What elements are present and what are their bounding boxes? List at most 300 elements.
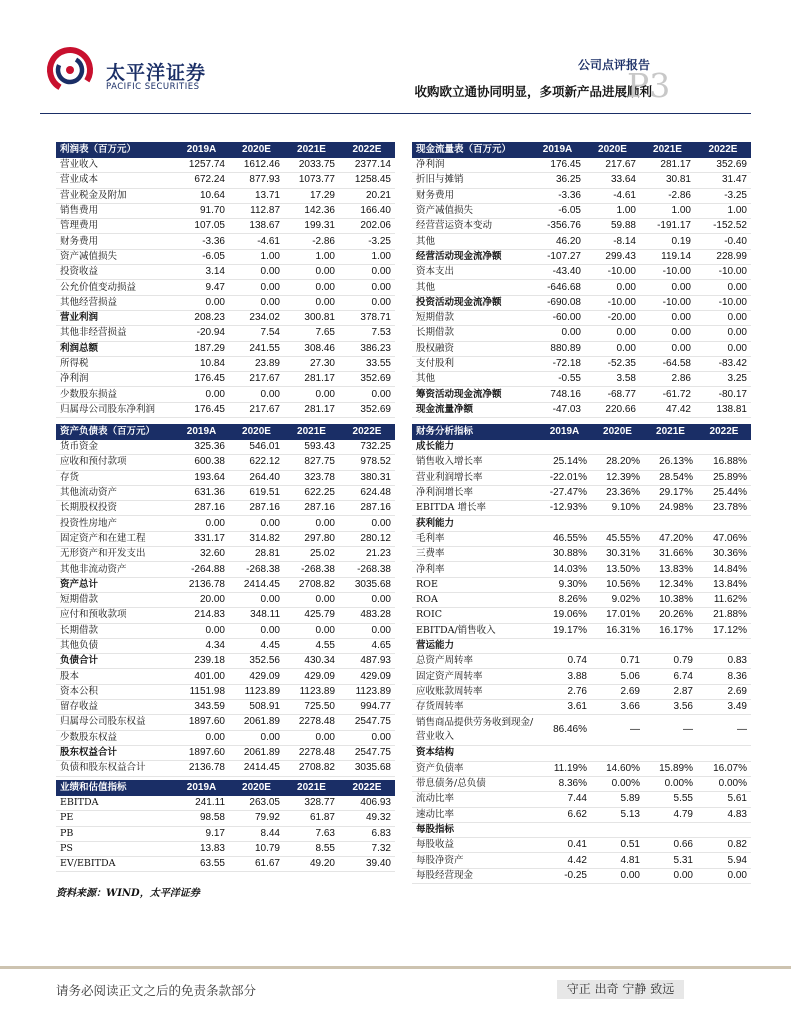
table-row bbox=[56, 265, 395, 280]
cell-value bbox=[697, 516, 751, 531]
cell-value: 20.26% bbox=[644, 608, 697, 623]
cell-value: 3.88 bbox=[538, 669, 591, 684]
cell-value: 401.00 bbox=[174, 669, 229, 684]
row-label: 每股经营现金 bbox=[412, 868, 538, 883]
cell-value: 2061.89 bbox=[229, 715, 284, 730]
cell-value: 10.64 bbox=[174, 188, 229, 203]
cell-value: 4.81 bbox=[591, 853, 644, 868]
cell-value: 14.03% bbox=[538, 562, 591, 577]
cell-value: -268.38 bbox=[284, 562, 339, 577]
cell-value: 2022E bbox=[697, 424, 751, 440]
cell-value: -646.68 bbox=[530, 280, 585, 295]
cell-value: 2019A bbox=[174, 142, 229, 158]
cell-value: 11.19% bbox=[538, 761, 591, 776]
cell-value: 3035.68 bbox=[339, 761, 395, 776]
row-label: 毛利率 bbox=[412, 531, 538, 546]
table-row bbox=[56, 700, 395, 715]
row-label: ROE bbox=[412, 577, 538, 592]
row-label: 财务费用 bbox=[56, 234, 174, 249]
cell-value: 280.12 bbox=[339, 531, 395, 546]
cell-value: 15.89% bbox=[644, 761, 697, 776]
table-row bbox=[56, 234, 395, 249]
table-row bbox=[412, 608, 751, 623]
table-row bbox=[412, 341, 751, 356]
row-label: 管理费用 bbox=[56, 219, 174, 234]
cell-value: 0.00 bbox=[585, 341, 640, 356]
cell-value: 30.88% bbox=[538, 547, 591, 562]
cell-value: 21.23 bbox=[339, 547, 395, 562]
cell-value: 2136.78 bbox=[174, 577, 229, 592]
row-label: 投资收益 bbox=[56, 265, 174, 280]
row-label: 每股净资产 bbox=[412, 853, 538, 868]
cell-value: 20.21 bbox=[339, 188, 395, 203]
table-row bbox=[56, 715, 395, 730]
table-row bbox=[412, 623, 751, 638]
cell-value: 31.66% bbox=[644, 547, 697, 562]
cell-value: 978.52 bbox=[339, 455, 395, 470]
cell-value: 9.30% bbox=[538, 577, 591, 592]
table-row bbox=[56, 173, 395, 188]
cell-value: -43.40 bbox=[530, 265, 585, 280]
cell-value: 138.81 bbox=[695, 402, 751, 417]
cell-value: 2021E bbox=[284, 780, 339, 796]
cell-value: 23.78% bbox=[697, 501, 751, 516]
cell-value: 0.00 bbox=[339, 265, 395, 280]
cell-value: 0.00 bbox=[284, 280, 339, 295]
cell-value: 0.41 bbox=[538, 838, 591, 853]
row-label: 筹资活动现金流净额 bbox=[412, 387, 530, 402]
cell-value: 9.10% bbox=[591, 501, 644, 516]
row-label: PE bbox=[56, 811, 174, 826]
cell-value: 622.12 bbox=[229, 455, 284, 470]
cell-value: — bbox=[697, 715, 751, 746]
cell-value: 13.84% bbox=[697, 577, 751, 592]
row-label: 利润总额 bbox=[56, 341, 174, 356]
row-label: 投资性房地产 bbox=[56, 516, 174, 531]
cell-value: 300.81 bbox=[284, 310, 339, 325]
row-label: 其他负债 bbox=[56, 638, 174, 653]
row-label: 财务费用 bbox=[412, 188, 530, 203]
row-label: 长期借款 bbox=[56, 623, 174, 638]
cell-value: 2020E bbox=[229, 780, 284, 796]
cell-value: -47.03 bbox=[530, 402, 585, 417]
row-label: 股本 bbox=[56, 669, 174, 684]
cell-value: 1.00 bbox=[585, 203, 640, 218]
table-row bbox=[412, 761, 751, 776]
table-row bbox=[412, 295, 751, 310]
table-row bbox=[412, 356, 751, 371]
cell-value: 13.83 bbox=[174, 841, 229, 856]
cell-value: 0.00 bbox=[284, 730, 339, 745]
cell-value: 86.46% bbox=[538, 715, 591, 746]
cell-value: -690.08 bbox=[530, 295, 585, 310]
table-row bbox=[412, 455, 751, 470]
row-label: 经营活动现金流净额 bbox=[412, 249, 530, 264]
row-label: 业绩和估值指标 bbox=[56, 780, 174, 796]
table-row bbox=[412, 440, 751, 455]
cell-value: 23.89 bbox=[229, 356, 284, 371]
cell-value: 46.55% bbox=[538, 531, 591, 546]
cell-value: 0.51 bbox=[591, 838, 644, 853]
cell-value bbox=[644, 638, 697, 653]
table-row bbox=[412, 577, 751, 592]
table-row bbox=[56, 326, 395, 341]
row-label: 存货周转率 bbox=[412, 700, 538, 715]
cell-value: 49.20 bbox=[284, 857, 339, 872]
cell-value: -20.00 bbox=[585, 310, 640, 325]
cell-value: 328.77 bbox=[284, 796, 339, 811]
table-row bbox=[56, 608, 395, 623]
table-header-row bbox=[56, 142, 395, 158]
table-row bbox=[412, 249, 751, 264]
cell-value: 0.00 bbox=[695, 341, 751, 356]
cell-value: 8.36% bbox=[538, 776, 591, 791]
cell-value: -61.72 bbox=[640, 387, 695, 402]
cell-value: 1073.77 bbox=[284, 173, 339, 188]
cell-value: 0.79 bbox=[644, 654, 697, 669]
cell-value: 2377.14 bbox=[339, 158, 395, 173]
cell-value: 7.32 bbox=[339, 841, 395, 856]
table-row bbox=[412, 280, 751, 295]
cell-value: 2021E bbox=[284, 424, 339, 440]
row-label: 经营营运资本变动 bbox=[412, 219, 530, 234]
row-label: 无形资产和开发支出 bbox=[56, 547, 174, 562]
cell-value: 2019A bbox=[174, 780, 229, 796]
table-row bbox=[56, 280, 395, 295]
row-label: 公允价值变动损益 bbox=[56, 280, 174, 295]
row-label: 资本结构 bbox=[412, 746, 538, 761]
cell-value: -8.14 bbox=[585, 234, 640, 249]
cell-value: 352.56 bbox=[229, 654, 284, 669]
cell-value: 98.58 bbox=[174, 811, 229, 826]
cell-value: 672.24 bbox=[174, 173, 229, 188]
table-row bbox=[56, 341, 395, 356]
cell-value: 119.14 bbox=[640, 249, 695, 264]
table-row bbox=[412, 531, 751, 546]
cell-value: 0.00 bbox=[640, 310, 695, 325]
table-row bbox=[56, 531, 395, 546]
row-label: 支付股利 bbox=[412, 356, 530, 371]
row-label: PS bbox=[56, 841, 174, 856]
cell-value: 10.38% bbox=[644, 592, 697, 607]
table-row bbox=[412, 868, 751, 883]
cell-value: 323.78 bbox=[284, 470, 339, 485]
row-label: 归属母公司股东权益 bbox=[56, 715, 174, 730]
cell-value: 325.36 bbox=[174, 440, 229, 455]
cell-value: 39.40 bbox=[339, 857, 395, 872]
row-label: 资本支出 bbox=[412, 265, 530, 280]
row-label: 速动比率 bbox=[412, 807, 538, 822]
table-row bbox=[56, 592, 395, 607]
cell-value: -0.40 bbox=[695, 234, 751, 249]
cell-value: 4.65 bbox=[339, 638, 395, 653]
table-row bbox=[412, 807, 751, 822]
cell-value: 2022E bbox=[695, 142, 751, 158]
cell-value: 176.45 bbox=[174, 402, 229, 417]
cell-value: 4.55 bbox=[284, 638, 339, 653]
row-label: 现金流量表（百万元） bbox=[412, 142, 530, 158]
table-row bbox=[412, 158, 751, 173]
header-divider bbox=[40, 113, 751, 114]
cell-value: 0.00 bbox=[284, 592, 339, 607]
cell-value: 7.65 bbox=[284, 326, 339, 341]
cell-value: 14.84% bbox=[697, 562, 751, 577]
cell-value: 217.67 bbox=[229, 372, 284, 387]
footer-band bbox=[0, 966, 791, 969]
table-row bbox=[412, 776, 751, 791]
cell-value: -68.77 bbox=[585, 387, 640, 402]
cell-value bbox=[644, 440, 697, 455]
cell-value: 30.31% bbox=[591, 547, 644, 562]
cell-value bbox=[697, 440, 751, 455]
row-label: 短期借款 bbox=[56, 592, 174, 607]
financial-ratios-table bbox=[412, 424, 751, 884]
cell-value: 0.00 bbox=[284, 265, 339, 280]
cell-value: 3035.68 bbox=[339, 577, 395, 592]
table-row bbox=[412, 715, 751, 746]
company-motto: 守正 出奇 宁静 致远 bbox=[557, 980, 684, 999]
cell-value bbox=[591, 440, 644, 455]
cell-value: -264.88 bbox=[174, 562, 229, 577]
cell-value: 1123.89 bbox=[339, 684, 395, 699]
table-row bbox=[412, 746, 751, 761]
table-row bbox=[56, 669, 395, 684]
income-statement-table bbox=[56, 142, 395, 418]
cell-value: 0.19 bbox=[640, 234, 695, 249]
cell-value: -3.25 bbox=[339, 234, 395, 249]
cell-value: 2021E bbox=[284, 142, 339, 158]
cell-value: 0.00% bbox=[644, 776, 697, 791]
cell-value: 33.55 bbox=[339, 356, 395, 371]
cell-value: -0.55 bbox=[530, 372, 585, 387]
table-row bbox=[56, 516, 395, 531]
table-row bbox=[412, 638, 751, 653]
row-label: 货币资金 bbox=[56, 440, 174, 455]
cell-value: 0.00 bbox=[229, 295, 284, 310]
cell-value: 12.39% bbox=[591, 470, 644, 485]
row-label: 其他非流动资产 bbox=[56, 562, 174, 577]
cell-value: 61.67 bbox=[229, 857, 284, 872]
cell-value: 0.00 bbox=[339, 280, 395, 295]
cell-value: 13.71 bbox=[229, 188, 284, 203]
cell-value: 26.13% bbox=[644, 455, 697, 470]
cell-value: 25.44% bbox=[697, 485, 751, 500]
cell-value: -3.25 bbox=[695, 188, 751, 203]
table-row bbox=[56, 623, 395, 638]
cell-value: 348.11 bbox=[229, 608, 284, 623]
table-row bbox=[412, 700, 751, 715]
cell-value: 228.99 bbox=[695, 249, 751, 264]
cell-value: 4.45 bbox=[229, 638, 284, 653]
row-label: 资本公积 bbox=[56, 684, 174, 699]
cell-value: 2021E bbox=[644, 424, 697, 440]
cell-value: 0.82 bbox=[697, 838, 751, 853]
cell-value: 487.93 bbox=[339, 654, 395, 669]
row-label: 应收和预付款项 bbox=[56, 455, 174, 470]
table-row bbox=[56, 485, 395, 500]
cell-value: 352.69 bbox=[695, 158, 751, 173]
cell-value: 0.00 bbox=[174, 730, 229, 745]
cell-value: 508.91 bbox=[229, 700, 284, 715]
table-row bbox=[56, 841, 395, 856]
cell-value: 193.64 bbox=[174, 470, 229, 485]
cell-value: 0.00% bbox=[697, 776, 751, 791]
table-row bbox=[56, 249, 395, 264]
cell-value: 187.29 bbox=[174, 341, 229, 356]
cell-value: 33.64 bbox=[585, 173, 640, 188]
table-row bbox=[56, 745, 395, 760]
row-label: 其他 bbox=[412, 372, 530, 387]
cell-value: -152.52 bbox=[695, 219, 751, 234]
cell-value: 425.79 bbox=[284, 608, 339, 623]
cell-value bbox=[697, 746, 751, 761]
cell-value: — bbox=[591, 715, 644, 746]
cell-value: 217.67 bbox=[585, 158, 640, 173]
cell-value: -268.38 bbox=[229, 562, 284, 577]
row-label: 获利能力 bbox=[412, 516, 538, 531]
cell-value: 0.00 bbox=[229, 592, 284, 607]
cell-value: 0.00 bbox=[229, 280, 284, 295]
cell-value: 0.00 bbox=[591, 868, 644, 883]
cell-value: -60.00 bbox=[530, 310, 585, 325]
table-header-row bbox=[56, 780, 395, 796]
row-label: ROIC bbox=[412, 608, 538, 623]
cell-value: 0.00 bbox=[174, 516, 229, 531]
table-row bbox=[56, 811, 395, 826]
row-label: 资产负债表（百万元） bbox=[56, 424, 174, 440]
cell-value: 5.94 bbox=[697, 853, 751, 868]
cell-value: 2136.78 bbox=[174, 761, 229, 776]
table-row bbox=[412, 485, 751, 500]
table-row bbox=[412, 562, 751, 577]
cell-value: 30.81 bbox=[640, 173, 695, 188]
row-label: 投资活动现金流净额 bbox=[412, 295, 530, 310]
cell-value: 3.56 bbox=[644, 700, 697, 715]
row-label: 其他非经营损益 bbox=[56, 326, 174, 341]
cell-value: 8.36 bbox=[697, 669, 751, 684]
cell-value bbox=[538, 440, 591, 455]
cell-value: -4.61 bbox=[229, 234, 284, 249]
row-label: 带息债务/总负债 bbox=[412, 776, 538, 791]
cell-value: 1.00 bbox=[695, 203, 751, 218]
cell-value: 1612.46 bbox=[229, 158, 284, 173]
table-row bbox=[56, 470, 395, 485]
table-row bbox=[56, 188, 395, 203]
table-row bbox=[412, 203, 751, 218]
cell-value: 2.69 bbox=[591, 684, 644, 699]
cell-value: 5.55 bbox=[644, 792, 697, 807]
cell-value: 880.89 bbox=[530, 341, 585, 356]
cell-value: 23.36% bbox=[591, 485, 644, 500]
cell-value: 308.46 bbox=[284, 341, 339, 356]
cell-value: -191.17 bbox=[640, 219, 695, 234]
cell-value: 2020E bbox=[591, 424, 644, 440]
row-label: 现金流量净额 bbox=[412, 402, 530, 417]
cell-value: 386.23 bbox=[339, 341, 395, 356]
row-label: 少数股东损益 bbox=[56, 387, 174, 402]
cell-value: -10.00 bbox=[640, 295, 695, 310]
cell-value: 281.17 bbox=[284, 372, 339, 387]
row-label: 长期借款 bbox=[412, 326, 530, 341]
table-row bbox=[412, 173, 751, 188]
table-row bbox=[412, 838, 751, 853]
row-label: 其他流动资产 bbox=[56, 485, 174, 500]
cell-value: -27.47% bbox=[538, 485, 591, 500]
cell-value: 17.01% bbox=[591, 608, 644, 623]
cell-value: 2020E bbox=[585, 142, 640, 158]
row-label: 销售商品提供劳务收到现金/营业收入 bbox=[412, 715, 538, 746]
cell-value: 0.83 bbox=[697, 654, 751, 669]
cell-value: 36.25 bbox=[530, 173, 585, 188]
cell-value: 3.14 bbox=[174, 265, 229, 280]
table-row bbox=[412, 822, 751, 837]
row-label: 负债合计 bbox=[56, 654, 174, 669]
cell-value: 281.17 bbox=[284, 402, 339, 417]
cell-value: 79.92 bbox=[229, 811, 284, 826]
table-row bbox=[56, 440, 395, 455]
cell-value: 16.07% bbox=[697, 761, 751, 776]
cell-value: 0.00 bbox=[284, 387, 339, 402]
table-row bbox=[56, 654, 395, 669]
cell-value: 16.31% bbox=[591, 623, 644, 638]
cell-value: 214.83 bbox=[174, 608, 229, 623]
row-label: 净利润增长率 bbox=[412, 485, 538, 500]
cell-value: 0.00 bbox=[229, 265, 284, 280]
row-label: 总资产周转率 bbox=[412, 654, 538, 669]
cell-value: 220.66 bbox=[585, 402, 640, 417]
cell-value: 2278.48 bbox=[284, 745, 339, 760]
cell-value: 27.30 bbox=[284, 356, 339, 371]
row-label: 每股指标 bbox=[412, 822, 538, 837]
cell-value: 2.86 bbox=[640, 372, 695, 387]
table-row bbox=[56, 356, 395, 371]
cell-value: 2019A bbox=[530, 142, 585, 158]
row-label: 负债和股东权益合计 bbox=[56, 761, 174, 776]
row-label: 短期借款 bbox=[412, 310, 530, 325]
data-source-note: 资料来源：WIND，太平洋证券 bbox=[56, 888, 200, 899]
cell-value: 2708.82 bbox=[284, 761, 339, 776]
cell-value: 1897.60 bbox=[174, 745, 229, 760]
cashflow-statement-table bbox=[412, 142, 751, 418]
cell-value: 263.05 bbox=[229, 796, 284, 811]
row-label: 折旧与摊销 bbox=[412, 173, 530, 188]
cell-value: 5.06 bbox=[591, 669, 644, 684]
row-label: PB bbox=[56, 826, 174, 841]
row-label: 其他 bbox=[412, 234, 530, 249]
cell-value: -6.05 bbox=[530, 203, 585, 218]
cell-value: 0.00 bbox=[229, 623, 284, 638]
cell-value: -20.94 bbox=[174, 326, 229, 341]
cell-value: 619.51 bbox=[229, 485, 284, 500]
cell-value: 3.49 bbox=[697, 700, 751, 715]
cell-value: -64.58 bbox=[640, 356, 695, 371]
cell-value: 16.88% bbox=[697, 455, 751, 470]
cell-value: 1257.74 bbox=[174, 158, 229, 173]
cell-value: 29.17% bbox=[644, 485, 697, 500]
cell-value bbox=[697, 638, 751, 653]
cell-value: 1.00 bbox=[229, 249, 284, 264]
row-label: 营业税金及附加 bbox=[56, 188, 174, 203]
cell-value: 0.00 bbox=[530, 326, 585, 341]
cell-value: 2278.48 bbox=[284, 715, 339, 730]
table-row bbox=[412, 853, 751, 868]
table-header-row bbox=[412, 142, 751, 158]
table-row bbox=[56, 826, 395, 841]
cell-value: -80.17 bbox=[695, 387, 751, 402]
cell-value bbox=[644, 746, 697, 761]
row-label: EBITDA 增长率 bbox=[412, 501, 538, 516]
row-label: 其他 bbox=[412, 280, 530, 295]
